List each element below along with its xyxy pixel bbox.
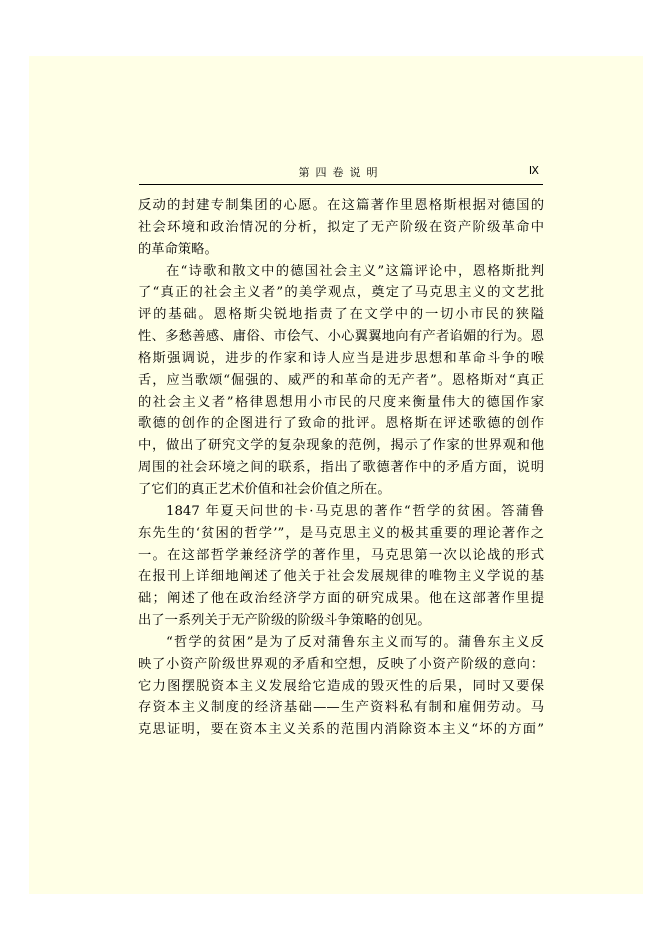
text-line: 歌德的创作的企图进行了致命的批评。恩格斯在评述歌德的创作 <box>138 416 544 432</box>
text-line: 础；阐述了他在政治经济学方面的研究成果。他在这部著作里提 <box>138 591 544 607</box>
text-line: 在“诗歌和散文中的德国社会主义”这篇评论中，恩格斯批判 <box>166 263 544 279</box>
page-number: Ⅸ <box>528 165 539 177</box>
running-header <box>139 160 543 185</box>
text-line: “哲学的贫困”是为了反对蒲鲁东主义而写的。蒲鲁东主义反 <box>166 634 544 650</box>
text-line: 的革命策略。 <box>138 241 218 257</box>
body-text <box>138 195 544 741</box>
text-line: 反动的封建专制集团的心愿。在这篇著作里恩格斯根据对德国的 <box>138 198 544 213</box>
text-line: 舌，应当歌颂“倔强的、威严的和革命的无产者”。恩格斯对“真正 <box>138 372 544 388</box>
text-line: 在报刊上详细地阐述了他关于社会发展规律的唯物主义学说的基 <box>138 569 544 585</box>
text-line: 东先生的‘贫困的哲学’”，是马克思主义的极其重要的理论著作之 <box>138 525 544 541</box>
text-line: 性、多愁善感、庸俗、市侩气、小心翼翼地向有产者谄媚的行为。恩 <box>138 329 544 345</box>
text-line: 社会环境和政治情况的分析，拟定了无产阶级在资产阶级革命中 <box>138 219 544 235</box>
text-line: 评的基础。恩格斯尖锐地指责了在文学中的一切小市民的狭隘 <box>138 307 544 323</box>
text-line: 的社会主义者”格律恩想用小市民的尺度来衡量伟大的德国作家 <box>138 394 544 410</box>
text-line: 了它们的真正艺术价值和社会价值之所在。 <box>138 481 391 497</box>
text-line: 了“真正的社会主义者”的美学观点，奠定了马克思主义的文艺批 <box>138 285 544 301</box>
text-line: 格斯强调说，进步的作家和诗人应当是进步思想和革命斗争的喉 <box>138 350 544 366</box>
text-line: 一。在这部哲学兼经济学的著作里，马克思第一次以论战的形式 <box>138 547 544 563</box>
text-line: 中，做出了研究文学的复杂现象的范例，揭示了作家的世界观和他 <box>138 438 544 454</box>
text-line: 克思证明，要在资本主义关系的范围内消除资本主义“坏的方面” <box>138 722 544 738</box>
header-title: 第四卷说明 <box>298 166 384 179</box>
text-line: 它力图摆脱资本主义发展给它造成的毁灭性的后果，同时又要保 <box>138 678 544 694</box>
text-line: 1847 年夏天问世的卡·马克思的著作“哲学的贫困。答蒲鲁 <box>166 503 544 519</box>
text-line: 出了一系列关于无产阶级的阶级斗争策略的创见。 <box>138 613 431 629</box>
text-line: 映了小资产阶级世界观的矛盾和空想，反映了小资产阶级的意向： <box>138 656 544 672</box>
text-line: 周围的社会环境之间的联系，指出了歌德著作中的矛盾方面，说明 <box>138 460 544 476</box>
text-line: 存资本主义制度的经济基础——生产资料私有制和雇佣劳动。马 <box>138 700 544 716</box>
